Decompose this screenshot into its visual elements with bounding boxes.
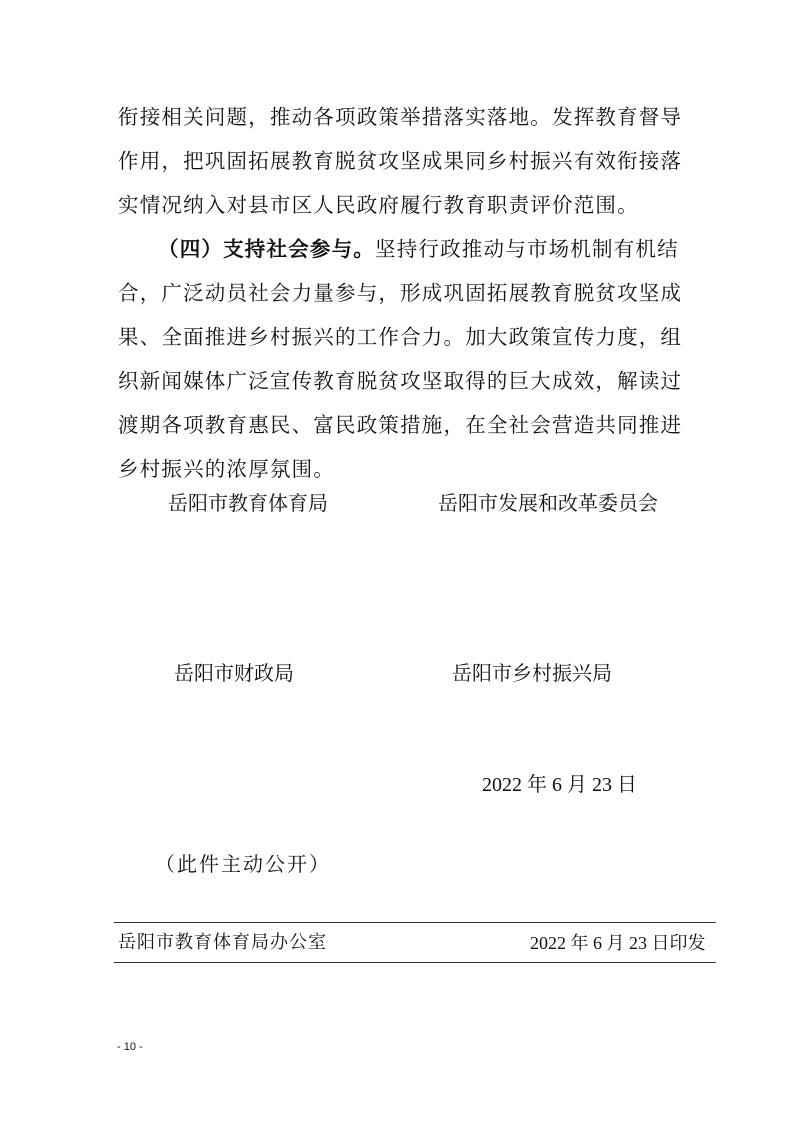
footer-bottom-rule <box>114 962 716 963</box>
section-4-line-2: 合，广泛动员社会力量参与，形成巩固拓展教育脱贫攻坚成 <box>118 281 683 305</box>
section-4-heading: （四）支持社会参与。 <box>158 237 375 261</box>
public-notice: （此件主动公开） <box>155 852 331 876</box>
section-4-first-line <box>158 234 718 264</box>
section-4-line-5: 渡期各项教育惠民、富民政策措施，在全社会营造共同推进 <box>118 413 683 437</box>
footer-issuer: 岳阳市教育体育局办公室 <box>118 932 327 953</box>
signature-development-reform-commission: 岳阳市发展和改革委员会 <box>438 491 658 515</box>
section-4-line-4: 织新闻媒体广泛宣传教育脱贫攻坚取得的巨大成效，解读过 <box>118 369 683 393</box>
section-4-line-6: 乡村振兴的浓厚氛围。 <box>118 457 335 481</box>
document-date: 2022 年 6 月 23 日 <box>482 774 637 796</box>
footer-issue-date: 2022 年 6 月 23 日印发 <box>530 933 706 953</box>
section-4-line-3: 果、全面推进乡村振兴的工作合力。加大政策宣传力度，组 <box>118 325 683 349</box>
body-line-2: 作用，把巩固拓展教育脱贫攻坚成果同乡村振兴有效衔接落 <box>118 149 683 173</box>
signature-education-bureau: 岳阳市教育体育局 <box>168 491 328 515</box>
body-line-3: 实情况纳入对县市区人民政府履行教育职责评价范围。 <box>118 193 639 217</box>
signature-finance-bureau: 岳阳市财政局 <box>174 661 294 685</box>
body-line-1: 衔接相关问题，推动各项政策举措落实落地。发挥教育督导 <box>118 105 683 129</box>
page-number: - 10 - <box>117 1041 143 1053</box>
footer-top-rule <box>114 922 716 923</box>
signature-rural-revitalization-bureau: 岳阳市乡村振兴局 <box>452 661 612 685</box>
section-4-first-line-text: 坚持行政推动与市场机制有机结 <box>375 237 679 261</box>
